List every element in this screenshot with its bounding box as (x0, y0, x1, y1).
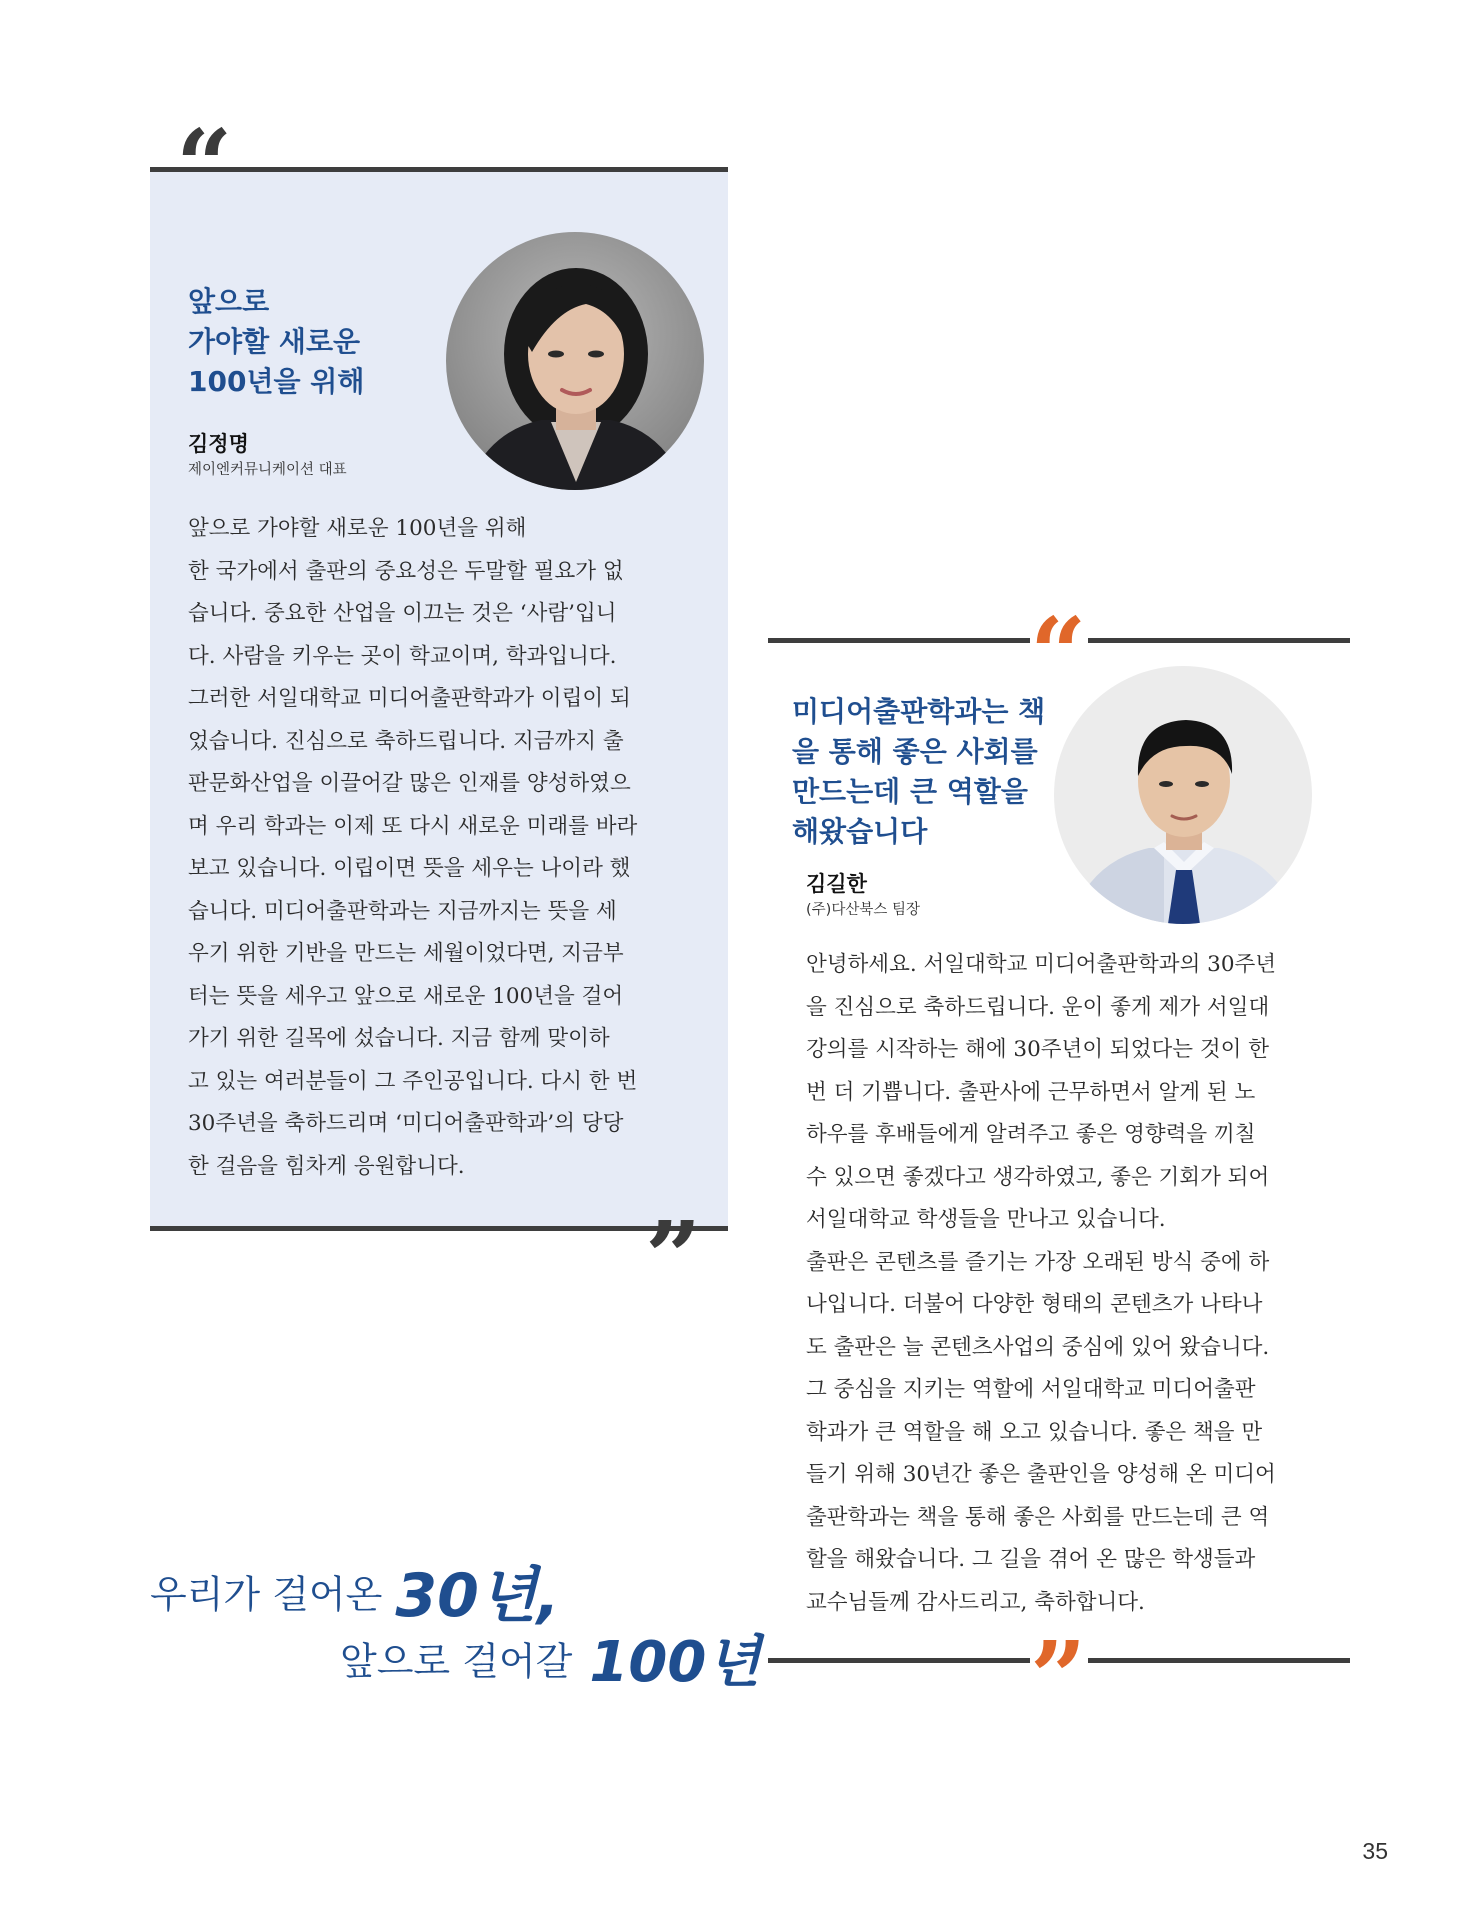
card1-body-line: 한 걸음을 힘차게 응원합니다. (188, 1153, 465, 1179)
card1-body-line: 었습니다. 진심으로 축하드립니다. 지금까지 출 (188, 728, 624, 754)
card2-body-line: 을 진심으로 축하드립니다. 운이 좋게 제가 서일대 (806, 994, 1270, 1020)
open-quote-icon: “ (1030, 597, 1087, 712)
card2-bottom-rule-left (768, 1658, 1030, 1663)
page-number: 35 (1362, 1838, 1388, 1864)
card2-title-line: 미디어출판학과는 책 (792, 695, 1046, 728)
card2-body-line: 도 출판은 늘 콘텐츠사업의 중심에 있어 왔습니다. (806, 1334, 1270, 1360)
card1-body-line: 습니다. 중요한 산업을 이끄는 것은 ‘사람’입니 (188, 601, 617, 626)
card2-body-line: 서일대학교 학생들을 만나고 있습니다. (806, 1207, 1166, 1232)
slogan-line-2-text: 앞으로 걸어갈 (340, 1639, 573, 1684)
card2-body-text (806, 944, 1276, 1624)
card2-body-line: 강의를 시작하는 해에 30주년이 되었다는 것이 한 (806, 1037, 1269, 1062)
card1-body-line: 30주년을 축하드리며 ‘미디어출판학과’의 당당 (188, 1111, 624, 1136)
card1-body-line: 가기 위한 길목에 섰습니다. 지금 함께 맞이하 (188, 1026, 610, 1051)
woman-portrait-icon (446, 232, 704, 490)
card2-person-name: 김길한 (806, 872, 867, 896)
slogan-line-2 (340, 1618, 760, 1698)
card2-body-line: 할을 해왔습니다. 그 길을 겪어 온 많은 학생들과 (806, 1547, 1256, 1572)
close-quote-icon: ” (645, 1201, 702, 1316)
card2-body-line: 교수님들께 감사드리고, 축하합니다. (806, 1589, 1145, 1615)
card2-title-line: 만드는데 큰 역할을 (792, 775, 1028, 808)
card1-bottom-rule (150, 1226, 728, 1231)
card2-body-line: 안녕하세요. 서일대학교 미디어출판학과의 30주년 (806, 952, 1277, 977)
card2-body-line: 그 중심을 지키는 역할에 서일대학교 미디어출판 (806, 1377, 1256, 1402)
card1-title-line: 앞으로 (188, 285, 270, 318)
card1-body-line: 며 우리 학과는 이제 또 다시 새로운 미래를 바라 (188, 813, 638, 839)
card1-title-line: 100년을 위해 (188, 365, 365, 398)
card1-title (188, 282, 364, 402)
slogan-line-1-text: 우리가 걸어온 (150, 1572, 383, 1617)
card1-body-line: 터는 뜻을 세우고 앞으로 새로운 100년을 걸어 (188, 983, 624, 1009)
slogan-30-years: 30년, (395, 1561, 560, 1631)
card2-body-line: 하우를 후배들에게 알려주고 좋은 영향력을 끼칠 (806, 1122, 1256, 1147)
card2-title (792, 692, 1045, 852)
card1-person-name: 김정명 (188, 432, 249, 456)
open-quote-icon: “ (176, 109, 233, 224)
card2-title-line: 해왔습니다 (792, 815, 928, 848)
card2-body-line: 출판은 콘텐츠를 즐기는 가장 오래된 방식 중에 하 (806, 1249, 1270, 1275)
card2-body-line: 출판학과는 책을 통해 좋은 사회를 만드는데 큰 역 (806, 1504, 1270, 1530)
close-quote-icon: ” (1030, 1621, 1087, 1736)
card1-portrait (446, 232, 704, 490)
card1-title-line: 가야할 새로운 (188, 325, 361, 358)
card1-body-line: 습니다. 미디어출판학과는 지금까지는 뜻을 세 (188, 898, 617, 924)
card1-body-line: 판문화산업을 이끌어갈 많은 인재를 양성하였으 (188, 771, 631, 796)
card2-body-line: 나입니다. 더불어 다양한 형태의 콘텐츠가 나타나 (806, 1292, 1263, 1317)
slogan-100-years: 100년 (589, 1630, 761, 1695)
card1-body-line: 한 국가에서 출판의 중요성은 두말할 필요가 없 (188, 558, 624, 584)
card1-body-line: 그러한 서일대학교 미디어출판학과가 이립이 되 (188, 686, 631, 711)
card2-top-rule-left (768, 638, 1030, 643)
card2-top-rule-right (1088, 638, 1350, 643)
card1-body-line: 다. 사람을 키우는 곳이 학교이며, 학과입니다. (188, 643, 617, 669)
card1-body-text (188, 508, 637, 1188)
card2-body-line: 학과가 큰 역할을 해 오고 있습니다. 좋은 책을 만 (806, 1419, 1263, 1445)
card2-body-line: 번 더 기쁩니다. 출판사에 근무하면서 알게 된 노 (806, 1079, 1256, 1105)
card1-body-line: 보고 있습니다. 이립이면 뜻을 세우는 나이라 했 (188, 856, 631, 881)
card1-top-rule (150, 167, 728, 172)
card1-person-role: 제이엔커뮤니케이션 대표 (188, 462, 347, 478)
card2-portrait (1054, 666, 1312, 924)
card2-body-line: 수 있으면 좋겠다고 생각하였고, 좋은 기회가 되어 (806, 1164, 1270, 1190)
card2-person-role: (주)다산북스 팀장 (806, 902, 920, 918)
man-portrait-icon (1054, 666, 1312, 924)
card2-body-line: 들기 위해 30년간 좋은 출판인을 양성해 온 미디어 (806, 1462, 1276, 1487)
card2-title-line: 을 통해 좋은 사회를 (792, 735, 1038, 768)
card1-body-line: 우기 위한 기반을 만드는 세월이었다면, 지금부 (188, 941, 624, 966)
card2-bottom-rule-right (1088, 1658, 1350, 1663)
card1-body-line: 고 있는 여러분들이 그 주인공입니다. 다시 한 번 (188, 1068, 638, 1094)
card1-body-line: 앞으로 가야할 새로운 100년을 위해 (188, 516, 527, 541)
